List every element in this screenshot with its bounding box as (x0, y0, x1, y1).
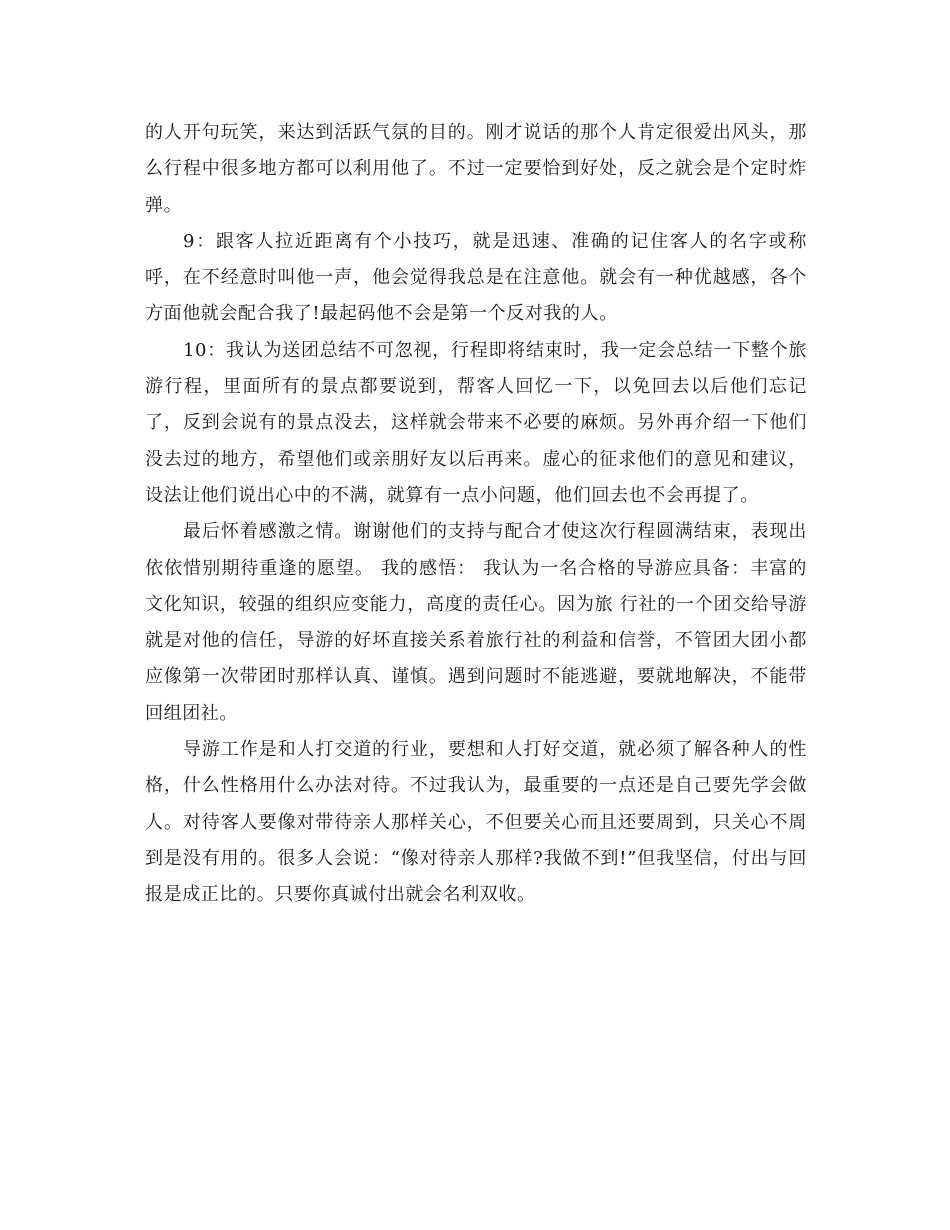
paragraph-gratitude-reflection: 最后怀着感激之情。谢谢他们的支持与配合才使这次行程圆满结束，表现出依依惜别期待重逢的愿望。 我的感悟： 我认为一名合格的导游应具备：丰富的文化知识，较强的组织应变能力，高度的责任心。因为旅 行社的一个团交给导游就是对他的信任，导游的好坏直接关系着旅行社的利益和信誉，不管团大团小都应像第一次带团时那样认真、谨慎。遇到问题时不能逃避，要就地解决，不能带回组团社。 (145, 521, 807, 724)
paragraph-tip-10: 10：我认为送团总结不可忽视，行程即将结束时，我一定会总结一下整个旅游行程，里面所有的景点都要说到，帮客人回忆一下，以免回去以后他们忘记了，反到会说有的景点没去，这样就会带来不必要的麻烦。另外再介绍一下他们没去过的地方，希望他们或亲朋好友以后再来。虚心的征求他们的意见和建议，设法让他们说出心中的不满，就算有一点小问题，他们回去也不会再提了。 (145, 339, 807, 506)
document-body (145, 115, 807, 914)
paragraph-conclusion: 导游工作是和人打交道的行业，要想和人打好交道，就必须了解各种人的性格，什么性格用什么办法对待。不过我认为，最重要的一点还是自己要先学会做人。对待客人要像对带待亲人那样关心，不但要关心而且还要周到，只关心不周到是没有用的。很多人会说：“像对待亲人那样?我做不到!”但我坚信，付出与回报是成正比的。只要你真诚付出就会名利双收。 (145, 739, 807, 906)
paragraph-continuation: 的人开句玩笑，来达到活跃气氛的目的。刚才说话的那个人肯定很爱出风头，那么行程中很多地方都可以利用他了。不过一定要恰到好处，反之就会是个定时炸弹。 (145, 122, 807, 216)
paragraph-tip-9: 9：跟客人拉近距离有个小技巧，就是迅速、准确的记住客人的名字或称呼，在不经意时叫他一声，他会觉得我总是在注意他。就会有一种优越感，各个方面他就会配合我了!最起码他不会是第一个反对我的人。 (145, 230, 807, 325)
